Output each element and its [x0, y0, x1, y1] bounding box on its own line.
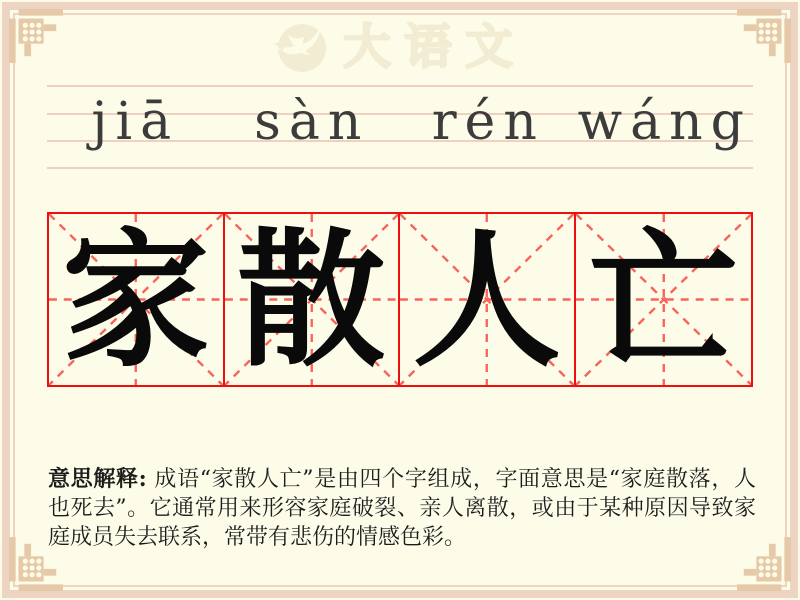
pinyin-syllable: jiā: [91, 92, 180, 152]
mizige-cell: [49, 214, 225, 385]
explanation-label: 意思解释:: [48, 466, 147, 492]
pinyin-syllable: wáng: [577, 92, 752, 152]
idiom-character: 亡: [589, 212, 738, 387]
fret-corner-ornament-icon: [5, 5, 63, 63]
meaning-explanation: [48, 465, 756, 552]
pinyin-ruled-line: [47, 167, 753, 169]
brand-logo-icon: [274, 21, 328, 75]
pinyin-syllable: sàn: [254, 92, 370, 152]
idiom-character: 散: [237, 212, 386, 387]
pinyin-ruled-line: [47, 85, 753, 87]
mizige-cell: [576, 214, 752, 385]
brand-watermark: [0, 20, 800, 76]
character-practice-grid: [47, 212, 753, 387]
pinyin-row: [47, 90, 753, 154]
mizige-cell: [225, 214, 401, 385]
mizige-cell: [400, 214, 576, 385]
brand-name: 大语文: [343, 20, 527, 75]
explanation-body: 成语“家散人亡”是由四个字组成，字面意思是“家庭散落，人也死去”。它通常用来形容家庭破裂、亲人离散，或由于某种原因导致家庭成员失去联系，常带有悲伤的情感色彩。: [48, 467, 756, 550]
pinyin-syllable: rén: [431, 92, 545, 152]
fret-corner-ornament-icon: [737, 5, 795, 63]
idiom-character: 家: [61, 212, 210, 387]
idiom-character: 人: [412, 212, 561, 387]
